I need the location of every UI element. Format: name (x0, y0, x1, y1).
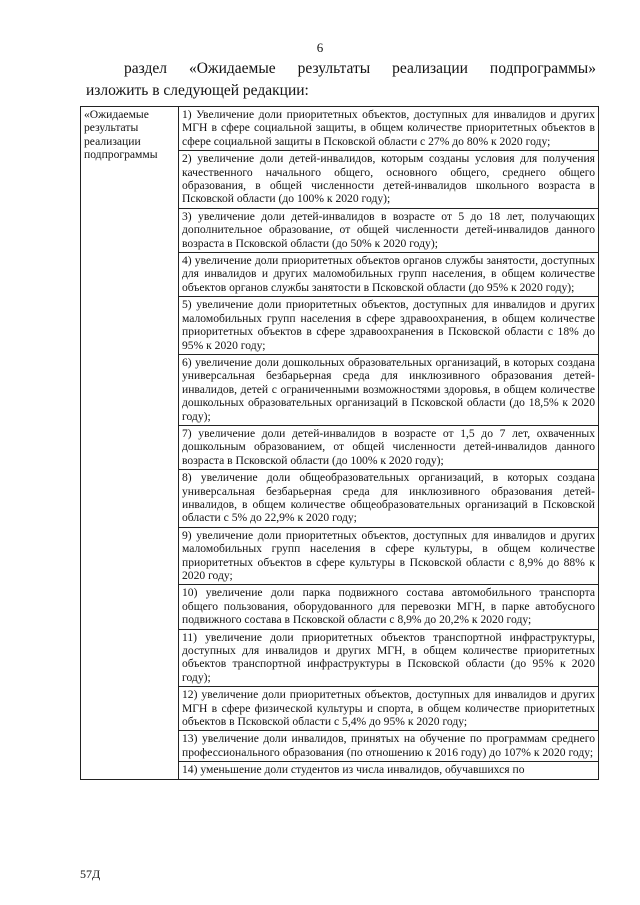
result-item: 11) увеличение доли приоритетных объектов транспортной инфраструктуры, доступных для инвалидов и других МГН, в общем количестве приоритетных объектов транспортной инфраструктуры в Псковской области (до 95% к 2020 году); (179, 629, 599, 687)
result-item: 2) увеличение доли детей-инвалидов, которым созданы условия для получения качественного начального общего, основного общего, среднего общего образования, в общей численности детей-инвалидов школьного возраста в Псковской области (до 100% к 2020 году); (179, 151, 599, 209)
intro-word: раздел (124, 60, 167, 77)
table-row (81, 107, 599, 151)
result-item: 1) Увеличение доли приоритетных объектов, доступных для инвалидов и других МГН в сфере социальной защиты, в общем количестве приоритетных объектов в сфере социальной защиты в Псковской области с 27% до 80% к 2020 году; (179, 107, 599, 151)
result-item: 6) увеличение доли дошкольных образовательных организаций, в которых создана универсальная безбарьерная среда для инклюзивного образования детей-инвалидов, детей с ограниченными возможностями здоровья, в общем количестве дошкольных образовательных организаций в Псковской области (до 18,5% к 2020 году); (179, 354, 599, 425)
result-item: 9) увеличение доли приоритетных объектов, доступных для инвалидов и других маломобильных групп населения в сфере культуры, в общем количестве приоритетных объектов в сфере культуры в Псковской области с 8,9% до 88% к 2020 году; (179, 527, 599, 585)
intro-word: подпрограммы» (489, 60, 596, 77)
result-item: 8) увеличение доли общеобразовательных организаций, в которых создана универсальная безбарьерная среда для инклюзивного образования детей-инвалидов, в общем количестве общеобразовательных организаций в Псковской области с 5% до 22,9% к 2020 году; (179, 470, 599, 528)
intro-line-2: изложить в следующей редакции: (86, 82, 309, 99)
result-item: 14) уменьшение доли студентов из числа инвалидов, обучавшихся по (179, 762, 599, 779)
footer-code: 57Д (80, 867, 101, 881)
result-item: 7) увеличение доли детей-инвалидов в возрасте от 1,5 до 7 лет, охваченных дошкольным образованием, от общей численности детей-инвалидов данного возраста в Псковской области (до 100% к 2020 году); (179, 425, 599, 469)
result-item: 3) увеличение доли детей-инвалидов в возрасте от 5 до 18 лет, получающих дополнительное образование, от общей численности детей-инвалидов данного возраста в Псковской области (до 50% к 2020 году); (179, 208, 599, 252)
result-item: 4) увеличение доли приоритетных объектов органов службы занятости, доступных для инвалидов и других маломобильных групп населения, в общем количестве объектов органов службы занятости в Псковской области (до 95% к 2020 году); (179, 253, 599, 297)
intro-line-1 (86, 58, 596, 80)
result-item: 13) увеличение доли инвалидов, принятых на обучение по программам среднего профессионального образования (по отношению к 2016 году) до 107% к 2020 году; (179, 731, 599, 762)
intro-word: результаты (297, 60, 371, 77)
intro-text (86, 58, 596, 102)
intro-word: реализации (392, 60, 468, 77)
result-item: 12) увеличение доли приоритетных объектов, доступных для инвалидов и других МГН в сфере физической культуры и спорта, в общем количестве приоритетных объектов в Псковской области с 5,4% до 95% к 2020 году; (179, 687, 599, 731)
result-item: 10) увеличение доли парка подвижного состава автомобильного транспорта общего пользования, оборудованного для перевозки МГН, в парке автобусного подвижного состава в Псковской области с 8,9% до 20,2% к 2020 году; (179, 585, 599, 629)
results-table (80, 106, 599, 780)
intro-word: «Ожидаемые (188, 60, 276, 77)
page-number: 6 (316, 40, 324, 55)
result-item: 5) увеличение доли приоритетных объектов, доступных для инвалидов и других маломобильных групп населения в сфере здравоохранения, в общем количестве приоритетных объектов в сфере здравоохранения в Псковской области с 18% до 95% к 2020 году; (179, 297, 599, 355)
row-label-cell: «Ожидаемые результаты реализации подпрограммы (81, 107, 179, 780)
